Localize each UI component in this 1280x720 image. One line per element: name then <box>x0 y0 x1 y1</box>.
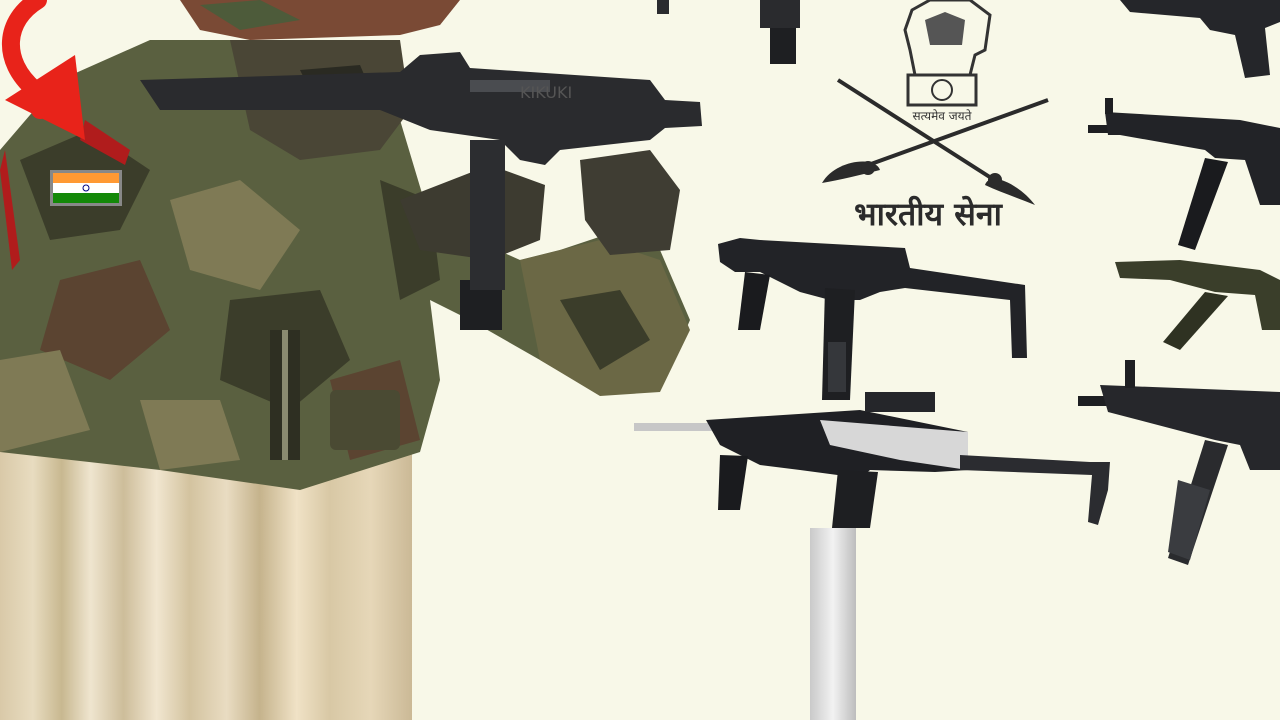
svg-text:KIKUKI: KIKUKI <box>520 83 573 102</box>
indian-flag-patch <box>50 170 122 206</box>
glitch-streaks <box>0 452 412 720</box>
emblem-motto: सत्यमेव जयते <box>912 109 972 123</box>
emblem-title: भारतीय सेना <box>854 195 1002 233</box>
